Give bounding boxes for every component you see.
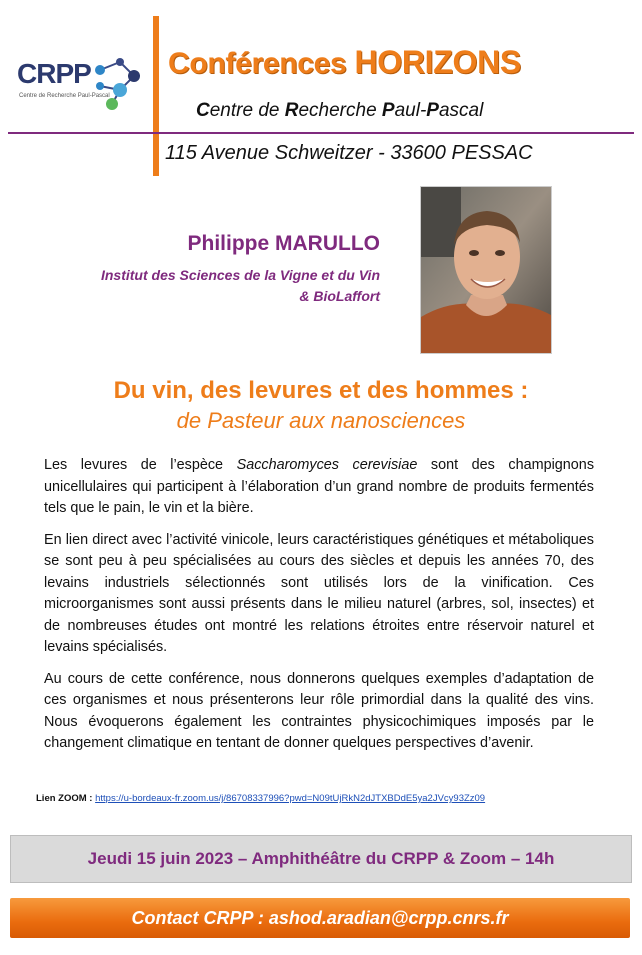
crpp-logo-text: CRPP: [17, 58, 91, 89]
abstract-text: sont des champignons unicellulaires qui participent à l’élaboration d’un grand nombre de produits fermentés tels que le pain, le vin et la bière.: [44, 457, 595, 516]
abstract-paragraph: Au cours de cette conférence, nous donnerons quelques exemples d’adaptation de ces organismes et nous présenterons leur rôle primordial dans la qualité des vins. Nous évoquerons également les contraintes physicochimiques imposés par le changement climatique en tentant de donner quelques perspectives d’avenir.: [44, 670, 594, 751]
contact-bar: [10, 898, 630, 938]
centre-word: aul-: [394, 100, 427, 121]
talk-subtitle: de Pasteur aux nanosciences: [176, 408, 466, 433]
contact-text: Contact CRPP : ashod.aradian@crpp.cnrs.fr: [131, 907, 509, 928]
speaker-institution: [0, 265, 380, 307]
series-name: HORIZONS: [354, 44, 521, 80]
institution-line: & BioLaffort: [299, 288, 380, 304]
zoom-link-line: [36, 793, 485, 804]
centre-initial: C: [196, 100, 210, 121]
talk-title: Du vin, des levures et des hommes :: [113, 377, 529, 404]
centre-initial: P: [426, 100, 439, 121]
institution-line: Institut des Sciences de la Vigne et du Vin: [100, 267, 380, 283]
crpp-logo-subtitle: Centre de Recherche Paul-Pascal: [19, 93, 110, 99]
conference-series-title: [168, 44, 521, 81]
abstract: [44, 455, 594, 765]
header-vertical-bar: [153, 16, 159, 176]
address: 115 Avenue Schweitzer - 33600 PESSAC: [165, 142, 533, 164]
abstract-paragraph: [44, 455, 594, 520]
zoom-label: Lien ZOOM :: [36, 793, 96, 804]
abstract-text: Les levures de l’espèce: [44, 457, 237, 473]
header-divider-line: [8, 132, 634, 134]
centre-name: [196, 100, 483, 122]
speaker-name: Philippe MARULLO: [187, 232, 380, 255]
centre-word: entre de: [209, 100, 285, 121]
event-date-box: [10, 835, 632, 883]
zoom-link[interactable]: https://u-bordeaux-fr.zoom.us/j/86708337996?pwd=N09tUjRkN2dJTXBDdE5ya2JVcy93Zz09: [95, 793, 486, 804]
event-date-text: Jeudi 15 juin 2023 – Amphithéâtre du CRPP & Zoom – 14h: [87, 849, 555, 868]
crpp-logo-molecule-icon: [86, 52, 148, 114]
centre-initial: R: [284, 100, 299, 121]
abstract-paragraph: En lien direct avec l’activité vinicole, leurs caractéristiques génétiques et métaboliques se sont peu à peu spécialisées au cours des siècles et depuis les années 70, des levains industriels sélectionnés sont utilisés lors de la vinification. Ces microorganismes sont aussi présents dans le milieu naturel (arbres, sol, insectes) et de nombreuses études ont montré les relations étroites entre réservoir naturel et levains spécialisés.: [44, 531, 594, 655]
species-name: Saccharomyces cerevisiae: [236, 457, 418, 473]
centre-word: echerche: [298, 100, 382, 121]
speaker-photo: [420, 186, 552, 354]
series-prefix: Conférences: [168, 47, 355, 80]
centre-word: ascal: [438, 100, 484, 121]
centre-initial: P: [381, 100, 395, 121]
